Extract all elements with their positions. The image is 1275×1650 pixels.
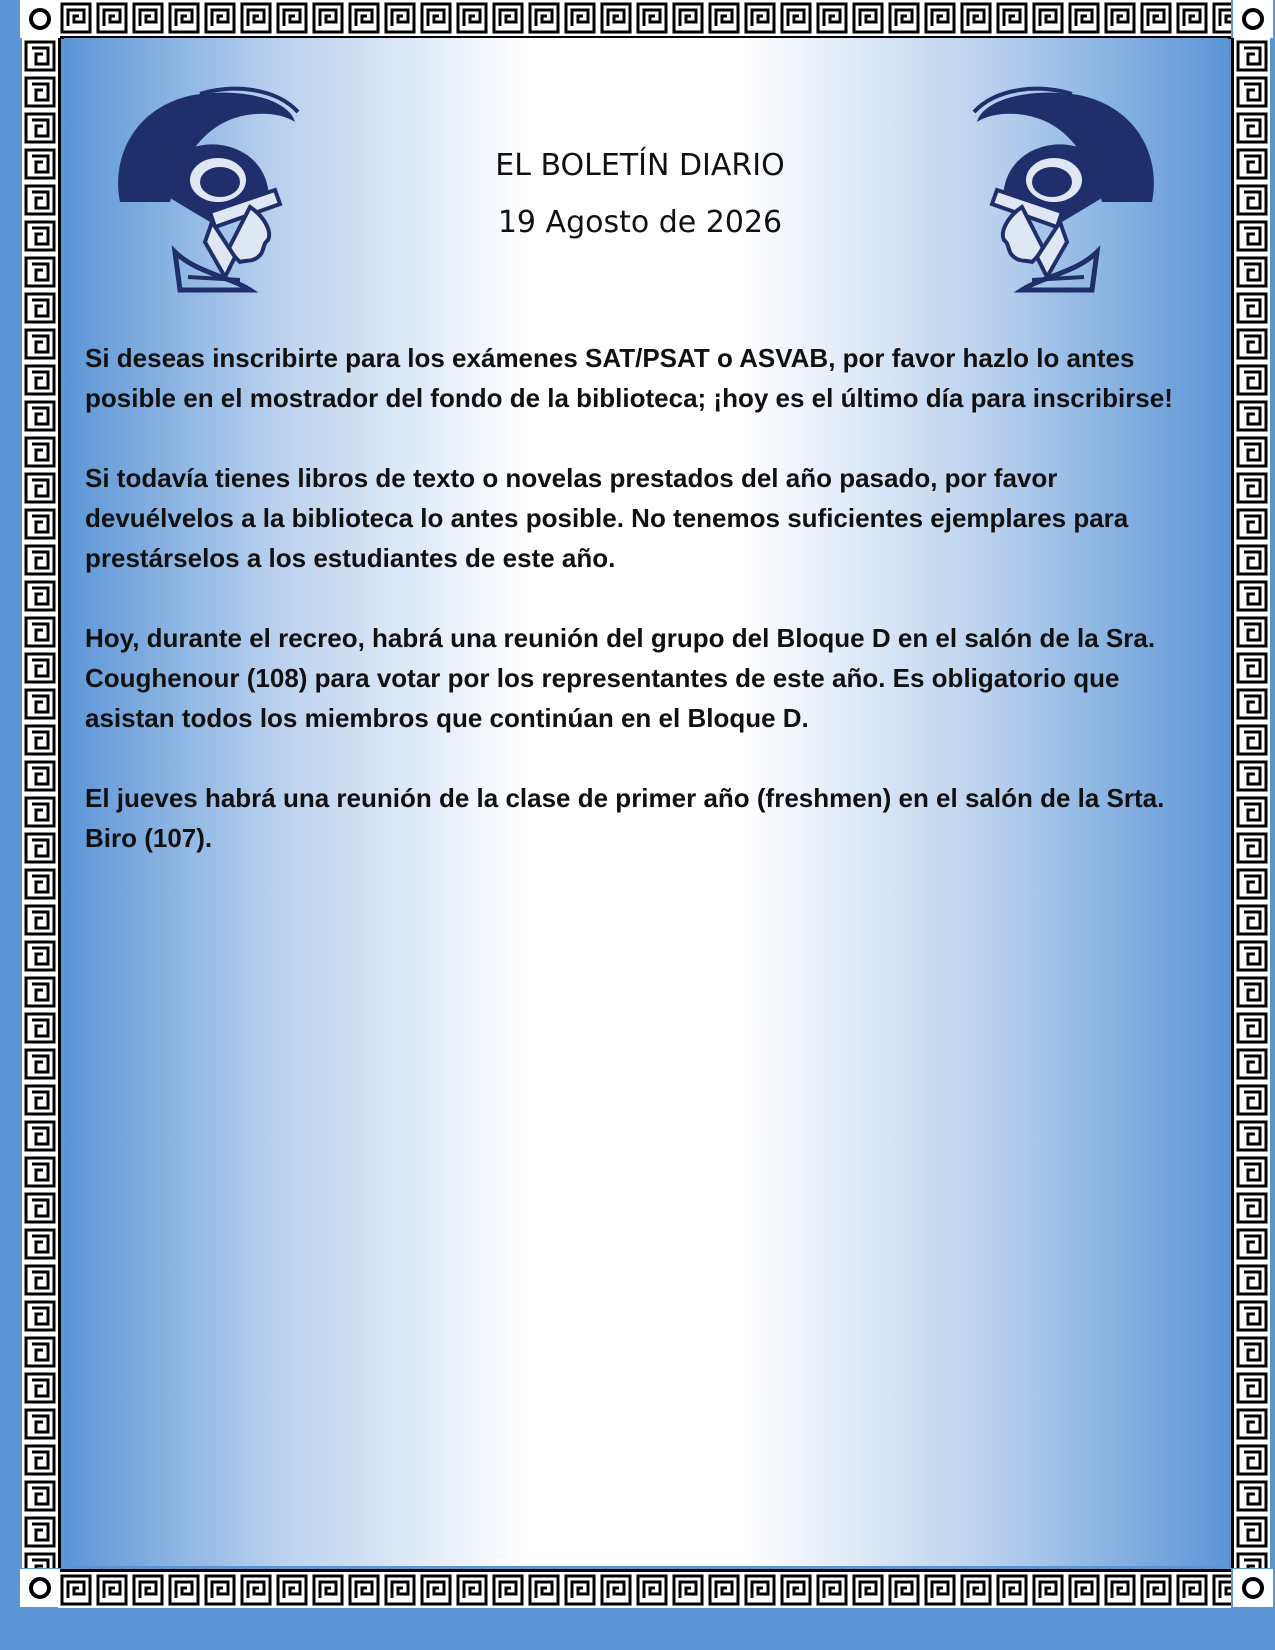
- announcement-item: Si deseas inscribirte para los exámenes SAT/PSAT o ASVAB, por favor hazlo lo antes posible en el mostrador del fondo de la biblioteca; ¡hoy es el último día para inscribirse!: [85, 343, 1173, 413]
- trojan-helmet-icon: [962, 82, 1172, 302]
- newsletter-title: EL BOLETÍN DIARIO: [495, 148, 785, 183]
- greek-key-border-top: [58, 0, 1231, 39]
- greek-key-border-left: [22, 38, 61, 1568]
- border-corner-ring: [1233, 0, 1273, 38]
- newsletter-header: [420, 148, 860, 240]
- greek-key-border-right: [1231, 38, 1270, 1568]
- trojan-helmet-icon: [100, 82, 310, 302]
- announcement-item: Si todavía tienes libros de texto o novelas prestados del año pasado, por favor devuélvelos a la biblioteca lo antes posible. No tenemos suficientes ejemplares para prestárselos a los estudiantes de este año.: [85, 463, 1129, 573]
- border-corner-ring: [20, 1569, 60, 1607]
- announcement-item: El jueves habrá una reunión de la clase de primer año (freshmen) en el salón de la Srta. Biro (107).: [85, 783, 1165, 853]
- border-corner-ring: [1233, 1569, 1273, 1607]
- greek-key-border-bottom: [58, 1569, 1231, 1608]
- newsletter-date: 19 Agosto de 2026: [497, 205, 783, 240]
- announcement-list: [85, 338, 1195, 898]
- border-corner-ring: [20, 0, 60, 38]
- announcement-item: Hoy, durante el recreo, habrá una reunión del grupo del Bloque D en el salón de la Sra. Coughenour (108) para votar por los representantes de este año. Es obligatorio que asistan todos los miembros que continúan en el Bloque D.: [85, 623, 1156, 733]
